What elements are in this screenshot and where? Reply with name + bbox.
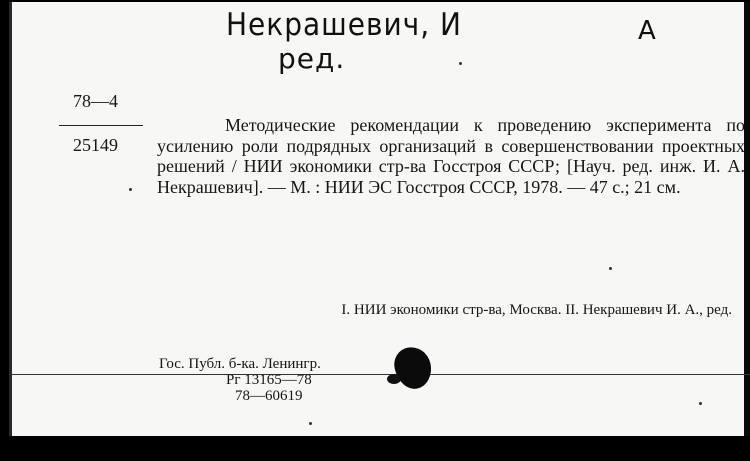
ink-blot-small [387,374,401,384]
handwritten-editor-note: ред. [278,42,346,75]
catalog-card [9,2,750,436]
shelfmark-top: 78—4 [73,91,118,111]
ink-blot [391,344,435,393]
card-right-edge [744,2,750,436]
stamp-line-registration: Рг 13165—78 [226,372,312,388]
speck [129,188,132,191]
speck [309,422,312,425]
speck [699,402,702,405]
speck [609,267,612,270]
library-stamp [159,356,321,404]
card-left-edge [9,2,12,436]
handwritten-mark: А [638,16,657,46]
stamp-line-number: 78—60619 [235,388,303,404]
tracing-line: I. НИИ экономики стр-ва, Москва. II. Некрашевич И. А., ред. [341,302,732,318]
speck [459,62,462,65]
shelfmark-bottom: 25149 [73,135,118,155]
card-rule [9,374,750,375]
stamp-line-library: Гос. Публ. б-ка. Ленингр. [159,356,321,372]
bibliographic-entry: Методические рекомендации к проведению эксперимента по усилению роли подрядных организаций в совершенствовании проектных решений / НИИ экономики стр-ва Госстроя СССР; [Науч. ред. инж. И. А. Некрашевич]. — М. : НИИ ЭС Госстроя СССР, 1978. — 47 с.; 21 см. [157,115,745,197]
handwritten-name: Некрашевич, И [226,6,462,43]
shelfmark-divider [59,125,143,126]
